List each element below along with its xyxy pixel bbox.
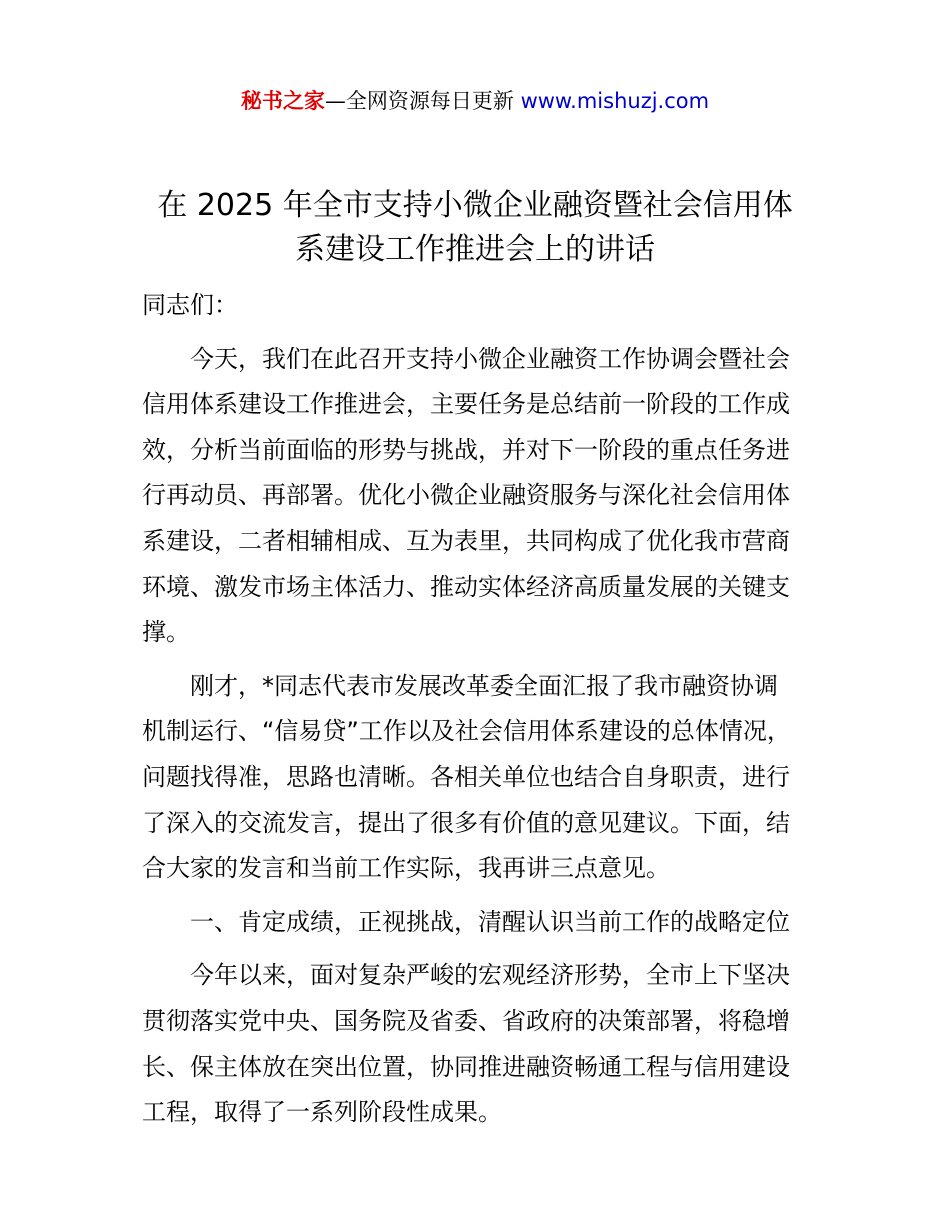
title-line-1: 在 2025 年全市支持小微企业融资暨社会信用体 [157,188,793,223]
paragraph-line: 刚才，*同志代表市发展改革委全面汇报了我市融资协调 [190,671,778,700]
site-header [0,86,950,116]
section-heading-text: 一、肯定成绩，正视挑战，清醒认识当前工作的战略定位 [190,907,790,936]
header-brand: 秘书之家 [240,89,325,113]
salutation-text: 同志们： [142,291,238,319]
paragraph-line: 效，分析当前面临的形势与挑战，并对下一阶段的重点任务进 [142,435,790,464]
paragraph-line: 今年以来，面对复杂严峻的宏观经济形势，全市上下坚决 [190,961,790,990]
paragraph-line: 了深入的交流发言，提出了很多有价值的意见建议。下面，结 [142,808,790,837]
paragraph-line: 信用体系建设工作推进会，主要任务是总结前一阶段的工作成 [142,390,790,419]
paragraph-line: 长、保主体放在突出位置，协同推进融资畅通工程与信用建设 [142,1052,790,1081]
paragraph-3 [142,953,822,1135]
paragraph-2 [142,664,822,892]
paragraph-line: 合大家的发言和当前工作实际，我再讲三点意见。 [142,854,670,883]
section-heading-1 [142,900,822,946]
header-site-link[interactable]: www.mishuzj.com [520,89,710,113]
paragraph-line: 机制运行、“信易贷”工作以及社会信用体系建设的总体情况， [142,717,791,746]
paragraph-line: 行再动员、再部署。优化小微企业融资服务与深化社会信用体 [142,481,790,510]
paragraph-line: 工程，取得了一系列阶段性成果。 [142,1098,502,1127]
document-title [120,184,830,272]
paragraph-line: 今天，我们在此召开支持小微企业融资工作协调会暨社会 [190,344,790,373]
paragraph-line: 环境、激发市场主体活力、推动实体经济高质量发展的关键支 [142,572,790,601]
salutation [142,283,822,329]
document-body [142,283,822,1144]
header-tagline: —全网资源每日更新 [324,89,521,113]
paragraph-line: 系建设，二者相辅相成、互为表里，共同构成了优化我市营商 [142,526,790,555]
paragraph-1 [142,337,822,656]
paragraph-line: 贯彻落实党中央、国务院及省委、省政府的决策部署，将稳增 [142,1006,790,1035]
paragraph-line: 撑。 [142,618,190,647]
title-line-2: 系建设工作推进会上的讲话 [295,232,655,267]
paragraph-line: 问题找得准，思路也清晰。各相关单位也结合自身职责，进行 [142,762,790,791]
